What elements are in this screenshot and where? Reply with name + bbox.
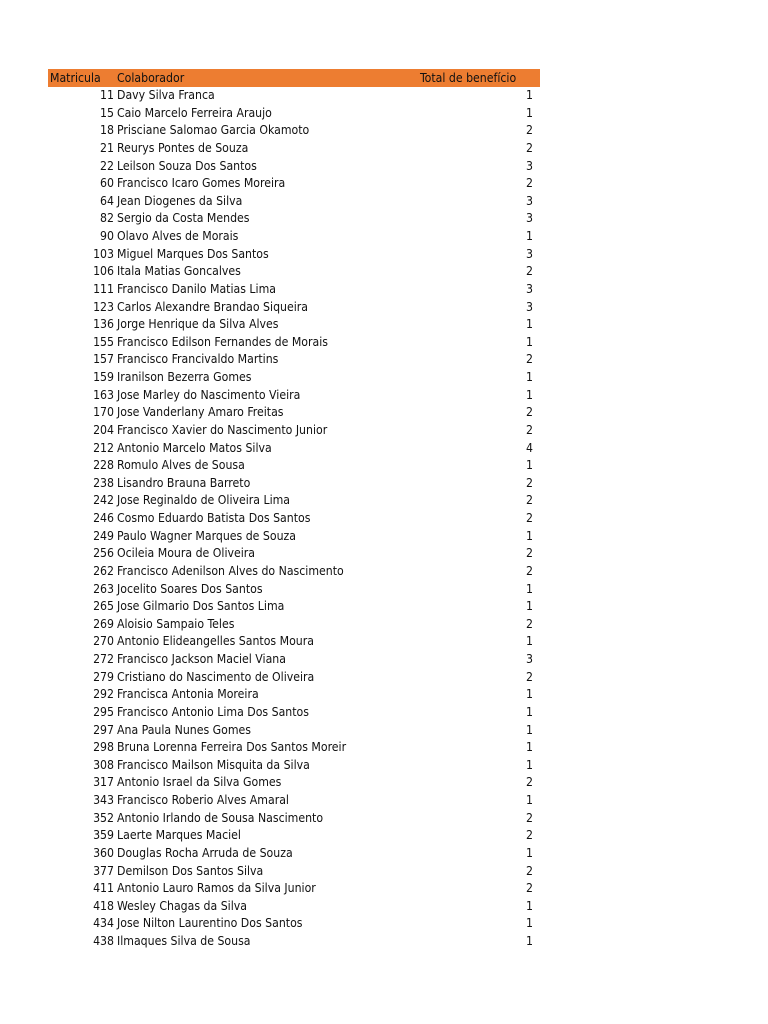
- cell-colaborador: Jose Vanderlany Amaro Freitas: [117, 405, 284, 420]
- cell-matricula: 343: [93, 793, 114, 807]
- cell-colaborador: Jose Gilmario Dos Santos Lima: [117, 599, 285, 614]
- cell-matricula: 246: [93, 511, 114, 525]
- cell-colaborador: Demilson Dos Santos Silva: [117, 863, 264, 878]
- table-row: [48, 651, 540, 669]
- cell-total-beneficio: 2: [526, 546, 533, 561]
- cell-colaborador: Francisca Antonia Moreira: [117, 687, 259, 702]
- table-row: [48, 246, 540, 264]
- cell-total-beneficio: 2: [526, 352, 533, 367]
- cell-colaborador: Antonio Lauro Ramos da Silva Junior: [117, 881, 316, 896]
- cell-matricula: 11: [100, 88, 114, 102]
- cell-total-beneficio: 1: [526, 229, 533, 243]
- cell-total-beneficio: 2: [526, 810, 533, 825]
- cell-total-beneficio: 1: [526, 370, 533, 384]
- cell-total-beneficio: 1: [526, 599, 533, 614]
- cell-total-beneficio: 2: [526, 176, 533, 191]
- table-row: [48, 299, 540, 317]
- cell-colaborador: Sergio da Costa Mendes: [117, 211, 250, 226]
- table-row: [48, 334, 540, 352]
- header-total-beneficio: Total de benefício: [420, 71, 517, 85]
- cell-total-beneficio: 1: [526, 704, 533, 719]
- table-row: [48, 228, 540, 246]
- table-row: [48, 475, 540, 493]
- table-row: [48, 898, 540, 916]
- cell-matricula: 377: [93, 863, 114, 878]
- cell-matricula: 82: [100, 211, 114, 226]
- cell-colaborador: Francisco Xavier do Nascimento Junior: [117, 422, 328, 437]
- cell-matricula: 157: [93, 352, 114, 367]
- table-row: [48, 792, 540, 810]
- cell-matricula: 212: [93, 440, 114, 455]
- cell-colaborador: Lisandro Brauna Barreto: [117, 475, 251, 490]
- table-row: [48, 915, 540, 933]
- cell-total-beneficio: 2: [526, 563, 533, 578]
- cell-colaborador: Francisco Adenilson Alves do Nascimento: [117, 563, 344, 578]
- cell-matricula: 249: [93, 528, 114, 543]
- cell-colaborador: Cosmo Eduardo Batista Dos Santos: [117, 511, 311, 525]
- cell-matricula: 136: [93, 317, 114, 332]
- table-row: [48, 175, 540, 193]
- cell-total-beneficio: 1: [526, 916, 533, 931]
- cell-matricula: 228: [93, 458, 114, 473]
- cell-total-beneficio: 4: [526, 440, 533, 455]
- cell-matricula: 434: [93, 916, 114, 931]
- cell-matricula: 295: [93, 704, 114, 719]
- cell-colaborador: Antonio Israel da Silva Gomes: [117, 775, 282, 790]
- cell-matricula: 360: [93, 845, 114, 860]
- cell-total-beneficio: 3: [526, 246, 533, 261]
- cell-colaborador: Jean Diogenes da Silva: [117, 193, 243, 208]
- cell-matricula: 270: [93, 634, 114, 649]
- cell-matricula: 298: [93, 740, 114, 755]
- cell-total-beneficio: 1: [526, 757, 533, 772]
- table-row: [48, 845, 540, 863]
- cell-total-beneficio: 2: [526, 493, 533, 508]
- table-row: [48, 87, 540, 105]
- cell-colaborador: Douglas Rocha Arruda de Souza: [117, 845, 293, 860]
- table-row: [48, 757, 540, 775]
- table-row: [48, 545, 540, 563]
- table-body: [48, 87, 540, 951]
- table-row: [48, 440, 540, 458]
- cell-colaborador: Iranilson Bezerra Gomes: [117, 370, 252, 384]
- cell-colaborador: Prisciane Salomao Garcia Okamoto: [117, 123, 310, 138]
- cell-matricula: 359: [93, 828, 114, 843]
- cell-matricula: 269: [93, 616, 114, 631]
- cell-total-beneficio: 3: [526, 211, 533, 226]
- cell-colaborador: Francisco Mailson Misquita da Silva: [117, 757, 310, 772]
- cell-total-beneficio: 1: [526, 934, 533, 948]
- cell-matricula: 263: [93, 581, 114, 596]
- cell-total-beneficio: 1: [526, 334, 533, 349]
- cell-colaborador: Francisco Roberio Alves Amaral: [117, 793, 289, 807]
- cell-colaborador: Francisco Jackson Maciel Viana: [117, 652, 286, 666]
- cell-colaborador: Laerte Marques Maciel: [117, 828, 241, 843]
- cell-colaborador: Jocelito Soares Dos Santos: [117, 581, 263, 596]
- cell-colaborador: Ilmaques Silva de Sousa: [117, 934, 251, 948]
- table-row: [48, 210, 540, 228]
- cell-total-beneficio: 3: [526, 193, 533, 208]
- cell-colaborador: Ana Paula Nunes Gomes: [117, 722, 252, 737]
- cell-colaborador: Francisco Danilo Matias Lima: [117, 281, 276, 296]
- table-row: [48, 492, 540, 510]
- cell-matricula: 238: [93, 475, 114, 490]
- cell-total-beneficio: 3: [526, 158, 533, 173]
- cell-total-beneficio: 1: [526, 687, 533, 702]
- cell-matricula: 60: [100, 176, 114, 191]
- table-row: [48, 316, 540, 334]
- table-row: [48, 105, 540, 123]
- cell-matricula: 265: [93, 599, 114, 614]
- cell-matricula: 111: [93, 281, 114, 296]
- cell-total-beneficio: 2: [526, 863, 533, 878]
- cell-total-beneficio: 2: [526, 511, 533, 525]
- cell-matricula: 64: [100, 193, 114, 208]
- table-row: [48, 422, 540, 440]
- table-row: [48, 933, 540, 951]
- cell-total-beneficio: 2: [526, 264, 533, 279]
- cell-colaborador: Jose Nilton Laurentino Dos Santos: [117, 916, 303, 931]
- cell-total-beneficio: 2: [526, 140, 533, 155]
- cell-colaborador: Antonio Elideangelles Santos Moura: [117, 634, 314, 649]
- table-row: [48, 827, 540, 845]
- table-row: [48, 722, 540, 740]
- cell-matricula: 438: [93, 934, 114, 948]
- table-row: [48, 704, 540, 722]
- cell-colaborador: Olavo Alves de Morais: [117, 229, 239, 243]
- cell-total-beneficio: 1: [526, 317, 533, 332]
- cell-matricula: 308: [93, 757, 114, 772]
- cell-total-beneficio: 2: [526, 475, 533, 490]
- table-row: [48, 122, 540, 140]
- cell-matricula: 297: [93, 722, 114, 737]
- cell-colaborador: Caio Marcelo Ferreira Araujo: [117, 105, 272, 120]
- cell-colaborador: Carlos Alexandre Brandao Siqueira: [117, 299, 309, 314]
- cell-matricula: 170: [93, 405, 114, 420]
- table-row: [48, 510, 540, 528]
- table-row: [48, 810, 540, 828]
- cell-total-beneficio: 3: [526, 299, 533, 314]
- cell-matricula: 292: [93, 687, 114, 702]
- cell-colaborador: Antonio Irlando de Sousa Nascimento: [117, 810, 324, 825]
- cell-colaborador: Paulo Wagner Marques de Souza: [117, 528, 297, 543]
- cell-total-beneficio: 2: [526, 881, 533, 896]
- cell-matricula: 15: [100, 105, 114, 120]
- header-colaborador: Colaborador: [117, 71, 185, 85]
- spreadsheet-table: [48, 69, 540, 951]
- cell-total-beneficio: 1: [526, 387, 533, 402]
- cell-colaborador: Romulo Alves de Sousa: [117, 458, 245, 473]
- table-row: [48, 563, 540, 581]
- cell-matricula: 18: [100, 123, 114, 138]
- cell-total-beneficio: 1: [526, 634, 533, 649]
- cell-total-beneficio: 1: [526, 88, 533, 102]
- cell-total-beneficio: 1: [526, 793, 533, 807]
- table-row: [48, 387, 540, 405]
- cell-matricula: 90: [100, 229, 114, 243]
- cell-colaborador: Wesley Chagas da Silva: [117, 898, 247, 913]
- cell-colaborador: Francisco Francivaldo Martins: [117, 352, 279, 367]
- table-row: [48, 404, 540, 422]
- cell-total-beneficio: 2: [526, 669, 533, 684]
- cell-total-beneficio: 1: [526, 458, 533, 473]
- table-row: [48, 598, 540, 616]
- table-row: [48, 633, 540, 651]
- cell-matricula: 418: [93, 898, 114, 913]
- cell-total-beneficio: 3: [526, 652, 533, 666]
- cell-matricula: 155: [93, 334, 114, 349]
- cell-matricula: 279: [93, 669, 114, 684]
- cell-matricula: 103: [93, 246, 114, 261]
- cell-matricula: 272: [93, 652, 114, 666]
- cell-matricula: 262: [93, 563, 114, 578]
- cell-colaborador: Antonio Marcelo Matos Silva: [117, 440, 272, 455]
- cell-colaborador: Miguel Marques Dos Santos: [117, 246, 269, 261]
- cell-total-beneficio: 2: [526, 123, 533, 138]
- cell-colaborador: Jose Marley do Nascimento Vieira: [117, 387, 301, 402]
- cell-total-beneficio: 2: [526, 616, 533, 631]
- cell-matricula: 123: [93, 299, 114, 314]
- table-row: [48, 457, 540, 475]
- cell-colaborador: Jose Reginaldo de Oliveira Lima: [117, 493, 291, 508]
- cell-matricula: 317: [93, 775, 114, 790]
- table-header-row: [48, 69, 540, 87]
- cell-colaborador: Ocileia Moura de Oliveira: [117, 546, 255, 561]
- table-row: [48, 669, 540, 687]
- cell-matricula: 242: [93, 493, 114, 508]
- cell-colaborador: Aloisio Sampaio Teles: [117, 616, 235, 631]
- table-row: [48, 880, 540, 898]
- cell-colaborador: Cristiano do Nascimento de Oliveira: [117, 669, 315, 684]
- table-row: [48, 774, 540, 792]
- table-row: [48, 739, 540, 757]
- cell-matricula: 21: [100, 140, 114, 155]
- cell-matricula: 22: [100, 158, 114, 173]
- cell-colaborador: Bruna Lorenna Ferreira Dos Santos Moreir: [117, 740, 347, 755]
- table-row: [48, 369, 540, 387]
- cell-total-beneficio: 1: [526, 528, 533, 543]
- cell-matricula: 352: [93, 810, 114, 825]
- table-row: [48, 686, 540, 704]
- cell-total-beneficio: 1: [526, 740, 533, 755]
- cell-colaborador: Itala Matias Goncalves: [117, 264, 241, 279]
- cell-colaborador: Francisco Edilson Fernandes de Morais: [117, 334, 328, 349]
- cell-total-beneficio: 1: [526, 898, 533, 913]
- table-row: [48, 263, 540, 281]
- table-row: [48, 193, 540, 211]
- cell-colaborador: Reurys Pontes de Souza: [117, 140, 249, 155]
- cell-total-beneficio: 2: [526, 405, 533, 420]
- cell-colaborador: Leilson Souza Dos Santos: [117, 158, 257, 173]
- table-row: [48, 281, 540, 299]
- table-row: [48, 158, 540, 176]
- cell-matricula: 204: [93, 422, 114, 437]
- cell-total-beneficio: 2: [526, 775, 533, 790]
- cell-colaborador: Francisco Antonio Lima Dos Santos: [117, 704, 309, 719]
- cell-colaborador: Jorge Henrique da Silva Alves: [117, 317, 279, 332]
- cell-colaborador: Francisco Icaro Gomes Moreira: [117, 176, 286, 191]
- table-row: [48, 528, 540, 546]
- cell-total-beneficio: 2: [526, 422, 533, 437]
- table-row: [48, 351, 540, 369]
- cell-total-beneficio: 2: [526, 828, 533, 843]
- cell-total-beneficio: 1: [526, 581, 533, 596]
- cell-total-beneficio: 3: [526, 281, 533, 296]
- table-row: [48, 140, 540, 158]
- cell-colaborador: Davy Silva Franca: [117, 88, 215, 102]
- cell-matricula: 256: [93, 546, 114, 561]
- cell-total-beneficio: 1: [526, 722, 533, 737]
- table-row: [48, 616, 540, 634]
- table-row: [48, 863, 540, 881]
- cell-matricula: 106: [93, 264, 114, 279]
- cell-matricula: 411: [93, 881, 114, 896]
- cell-matricula: 159: [93, 370, 114, 384]
- cell-total-beneficio: 1: [526, 105, 533, 120]
- header-matricula: Matricula: [50, 71, 101, 85]
- cell-total-beneficio: 1: [526, 845, 533, 860]
- cell-matricula: 163: [93, 387, 114, 402]
- table-row: [48, 581, 540, 599]
